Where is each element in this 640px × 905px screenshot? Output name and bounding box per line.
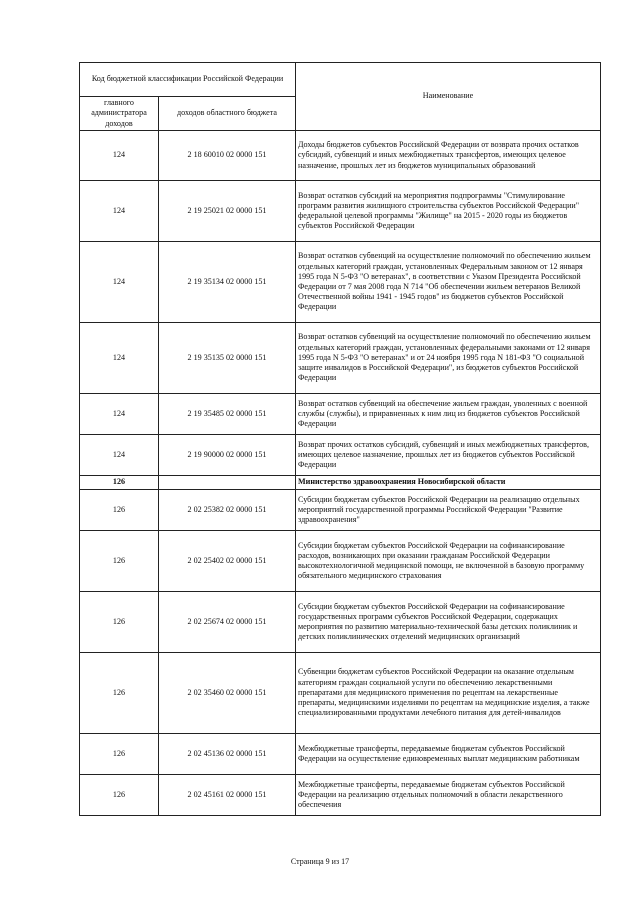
- table-row: [80, 435, 601, 476]
- header-name-cell: Наименование: [296, 63, 601, 131]
- name-cell: Возврат остатков субсидий на мероприятия подпрограммы "Стимулирование программ развития жилищного строительства субъектов Российской Федерации" федеральной целевой программы "Жилище" на 2015 - 2020 годы из бюджетов субъектов Российской Федерации: [296, 181, 601, 242]
- income-code-cell: 2 02 35460 02 0000 151: [159, 653, 296, 734]
- name-cell: Министерство здравоохранения Новосибирской области: [296, 476, 601, 490]
- header-group-cell: Код бюджетной классификации Российской Федерации: [80, 63, 296, 97]
- table-row: [80, 775, 601, 816]
- name-cell: Возврат остатков субвенций на осуществление полномочий по обеспечению жильем отдельных категорий граждан, установленных федеральными законами от 12 января 1995 года N 5-ФЗ "О ветеранах" и от 24 ноября 1995 года N 181-ФЗ "О социальной защите инвалидов в Российской Федерации", из бюджетов субъектов Российской Федерации: [296, 323, 601, 394]
- income-code-cell: 2 02 25674 02 0000 151: [159, 592, 296, 653]
- income-code-cell: 2 19 25021 02 0000 151: [159, 181, 296, 242]
- admin-code-cell: 126: [80, 592, 159, 653]
- admin-code-cell: 124: [80, 394, 159, 435]
- income-code-cell: 2 19 35135 02 0000 151: [159, 323, 296, 394]
- table-row: [80, 181, 601, 242]
- table-row: [80, 323, 601, 394]
- name-cell: Субсидии бюджетам субъектов Российской Федерации на реализацию отдельных мероприятий государственной программы Российской Федерации "Развитие здравоохранения": [296, 490, 601, 531]
- name-cell: Субсидии бюджетам субъектов Российской Федерации на софинансирование расходов, возникающих при оказании гражданам Российской Федерации высокотехнологичной медицинской помощи, не включенной в базовую программу обязательного медицинского страхования: [296, 531, 601, 592]
- admin-code-cell: 126: [80, 490, 159, 531]
- table-header-row: [80, 63, 601, 97]
- table-row: [80, 490, 601, 531]
- income-code-cell: 2 02 25382 02 0000 151: [159, 490, 296, 531]
- income-code-cell: 2 02 45136 02 0000 151: [159, 734, 296, 775]
- income-code-cell: 2 19 90000 02 0000 151: [159, 435, 296, 476]
- name-cell: Межбюджетные трансферты, передаваемые бюджетам субъектов Российской Федерации на осуществление единовременных выплат медицинским работникам: [296, 734, 601, 775]
- admin-code-cell: 124: [80, 242, 159, 323]
- table-body: [80, 131, 601, 816]
- income-code-cell: 2 19 35485 02 0000 151: [159, 394, 296, 435]
- table-row: [80, 653, 601, 734]
- income-code-cell: 2 02 25402 02 0000 151: [159, 531, 296, 592]
- admin-code-cell: 124: [80, 181, 159, 242]
- admin-code-cell: 126: [80, 653, 159, 734]
- table-row: [80, 531, 601, 592]
- admin-code-cell: 124: [80, 435, 159, 476]
- page-number: Страница 9 из 17: [290, 857, 350, 866]
- income-code-cell: 2 02 45161 02 0000 151: [159, 775, 296, 816]
- name-cell: Субвенции бюджетам субъектов Российской Федерации на оказание отдельным категориям граждан социальной услуги по обеспечению лекарственными препаратами для медицинского применения по рецептам на лекарственные препараты, медицинскими изделиями по рецептам на медицинские изделия, а также специализированными продуктами лечебного питания для детей-инвалидов: [296, 653, 601, 734]
- income-code-cell: [159, 476, 296, 490]
- table-row: [80, 734, 601, 775]
- income-code-cell: 2 18 60010 02 0000 151: [159, 131, 296, 181]
- name-cell: Возврат прочих остатков субсидий, субвенций и иных межбюджетных трансфертов, имеющих целевое назначение, прошлых лет из бюджетов субъектов Российской Федерации: [296, 435, 601, 476]
- header-admin-cell: главного администратора доходов: [80, 97, 159, 131]
- table-row: [80, 394, 601, 435]
- admin-code-cell: 126: [80, 476, 159, 490]
- table-row: [80, 131, 601, 181]
- income-code-cell: 2 19 35134 02 0000 151: [159, 242, 296, 323]
- table-row: [80, 592, 601, 653]
- name-cell: Возврат остатков субвенций на осуществление полномочий по обеспечению жильем отдельных категорий граждан, установленных Федеральным законом от 12 января 1995 года N 5-ФЗ "О ветеранах", в соответствии с Указом Президента Российской Федерации от 7 мая 2008 года N 714 "Об обеспечении жильем ветеранов Великой Отечественной войны 1941 - 1945 годов" из бюджетов субъектов Российской Федерации: [296, 242, 601, 323]
- budget-classification-table: [79, 62, 601, 816]
- name-cell: Доходы бюджетов субъектов Российской Федерации от возврата прочих остатков субсидий, субвенций и иных межбюджетных трансфертов, имеющих целевое назначение, прошлых лет из бюджетов муниципальных образований: [296, 131, 601, 181]
- name-cell: Субсидии бюджетам субъектов Российской Федерации на софинансирование государственных программ субъектов Российской Федерации, содержащих мероприятия по развитию материально-технической базы детских поликлиник и детских поликлинических отделений медицинских организаций: [296, 592, 601, 653]
- admin-code-cell: 124: [80, 323, 159, 394]
- admin-code-cell: 124: [80, 131, 159, 181]
- admin-code-cell: 126: [80, 775, 159, 816]
- name-cell: Возврат остатков субвенций на обеспечение жильем граждан, уволенных с военной службы (службы), и приравненных к ним лиц из бюджетов субъектов Российской Федерации: [296, 394, 601, 435]
- table-row-section: [80, 476, 601, 490]
- header-income-cell: доходов областного бюджета: [159, 97, 296, 131]
- admin-code-cell: 126: [80, 734, 159, 775]
- name-cell: Межбюджетные трансферты, передаваемые бюджетам субъектов Российской Федерации на реализацию отдельных полномочий в области лекарственного обеспечения: [296, 775, 601, 816]
- admin-code-cell: 126: [80, 531, 159, 592]
- table-row: [80, 242, 601, 323]
